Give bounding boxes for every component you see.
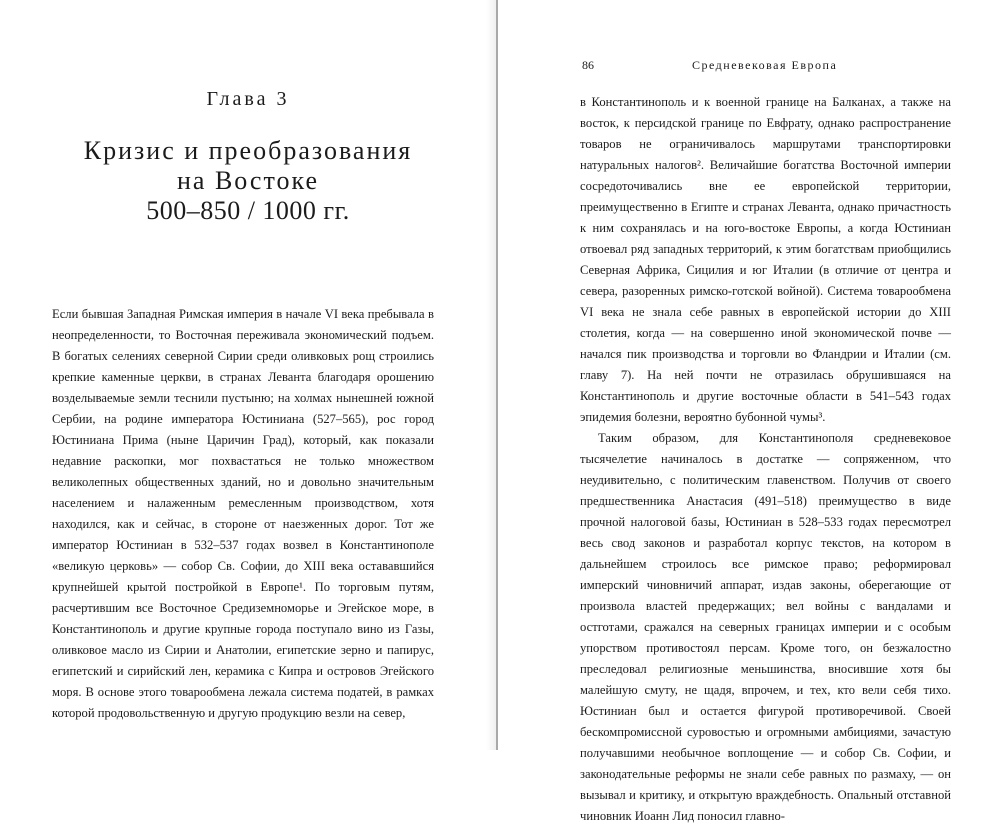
right-body-text — [580, 92, 951, 827]
chapter-title — [0, 136, 496, 226]
paragraph: Таким образом, для Константинополя средневековое тысячелетие начиналось в достатке — сопряженном, что неудивительно, с политическим главенством. Получив от своего предшественника Анастасия (491–518) преимущество в виде прочной налоговой базы, Юстиниан в 528–533 годах пересмотрел весь свод законов и разработал корпус текстов, на котором в дальнейшем строилось все римское право; реформировал имперский чиновничий аппарат, издав законы, оберегающие от произвола властей предержащих; вел войны с вандалами и остготами, сражался на северных границах империи и с особым упорством противостоял персам. Кроме того, он безжалостно преследовал религиозные меньшинства, вносившие хотя бы малейшую смуту, не щадя, впрочем, и тех, кто вели себя тихо. Юстиниан был и остается фигурой противоречивой. Своей бескомпромиссной суровостью и огромными амбициями, зачастую получавшими необычное воплощение — и собор Св. Софии, и законодательные реформы не знали себе равных по размаху, — он вызывал и критику, и открытую враждебность. Опальный отставной чиновник Иоанн Лид поносил главно- — [580, 431, 951, 823]
page-number: 86 — [582, 58, 594, 72]
paragraph: в Константинополь и к военной границе на Балканах, а также на восток, к персидской границе по Евфрату, однако распространение товаров не ограничивалось маршрутами транспортировки натуральных налогов². Величайшие богатства Восточной империи сосредоточивались вне ее европейской территории, преимущественно в Египте и странах Леванта, однако причастность к ним сохранялась и на юго-востоке Европы, а когда Юстиниан отвоевал ряд западных территорий, к этим богатствам приобщились Северная Африка, Сицилия и юг Италии (в отличие от центра и севера, разоренных римско-готской войной). Система товарообмена VI века не знала себе равных в европейской истории до XIII столетия, когда — на совершенно иной экономической почве — начался пик производства и торговли во Фландрии и Италии (см. главу 7). На ней почти не отразилась обрушившаяся на Константинополь и другие восточные области в 541–543 годах эпидемия болезни, вероятно бубонной чумы³. — [580, 95, 951, 424]
chapter-title-line-1: Кризис и преобразования — [83, 136, 413, 165]
right-page — [498, 0, 995, 823]
left-page — [0, 0, 496, 750]
chapter-title-line-2: на Востоке — [176, 166, 320, 195]
left-body-text — [52, 304, 434, 724]
chapter-label: Глава 3 — [206, 88, 290, 110]
paragraph: Если бывшая Западная Римская империя в начале VI века пребывала в неопределенности, то Восточная переживала экономический подъем. В богатых селениях северной Сирии среди оливковых рощ строились крепкие каменные церкви, в странах Леванта благодаря орошению возделываемые земли теснили пустыню; на холмах нынешней южной Сербии, на родине императора Юстиниана (527–565), рос город Юстиниана Прима (ныне Царичин Град), который, как показали недавние раскопки, мог похвастаться не только множеством великолепных общественных зданий, но и довольно значительным населением и налаженным ремесленным производством, хотя находился, как и сейчас, в стороне от наезженных дорог. Тот же император Юстиниан в 532–537 годах возвел в Константинополе «великую церковь» — собор Св. Софии, до XIII века остававшийся крупнейшей крытой постройкой в Европе¹. По торговым путям, расчертившим все Восточное Средиземноморье и Эгейское море, в Константинополь и другие крупные города поступало вино из Газы, оливковое масло из Сирии и Анатолии, египетские зерно и папирус, египетский и сирийский лен, керамика с Кипра и островов Эгейского моря. В основе этого товарообмена лежала система податей, в рамках которой продовольственную и другую продукцию везли на север, — [52, 307, 434, 720]
running-title: Средневековая Европа — [692, 58, 838, 72]
chapter-title-dates: 500–850 / 1000 гг. — [146, 196, 350, 225]
gutter-shadow — [486, 0, 496, 750]
